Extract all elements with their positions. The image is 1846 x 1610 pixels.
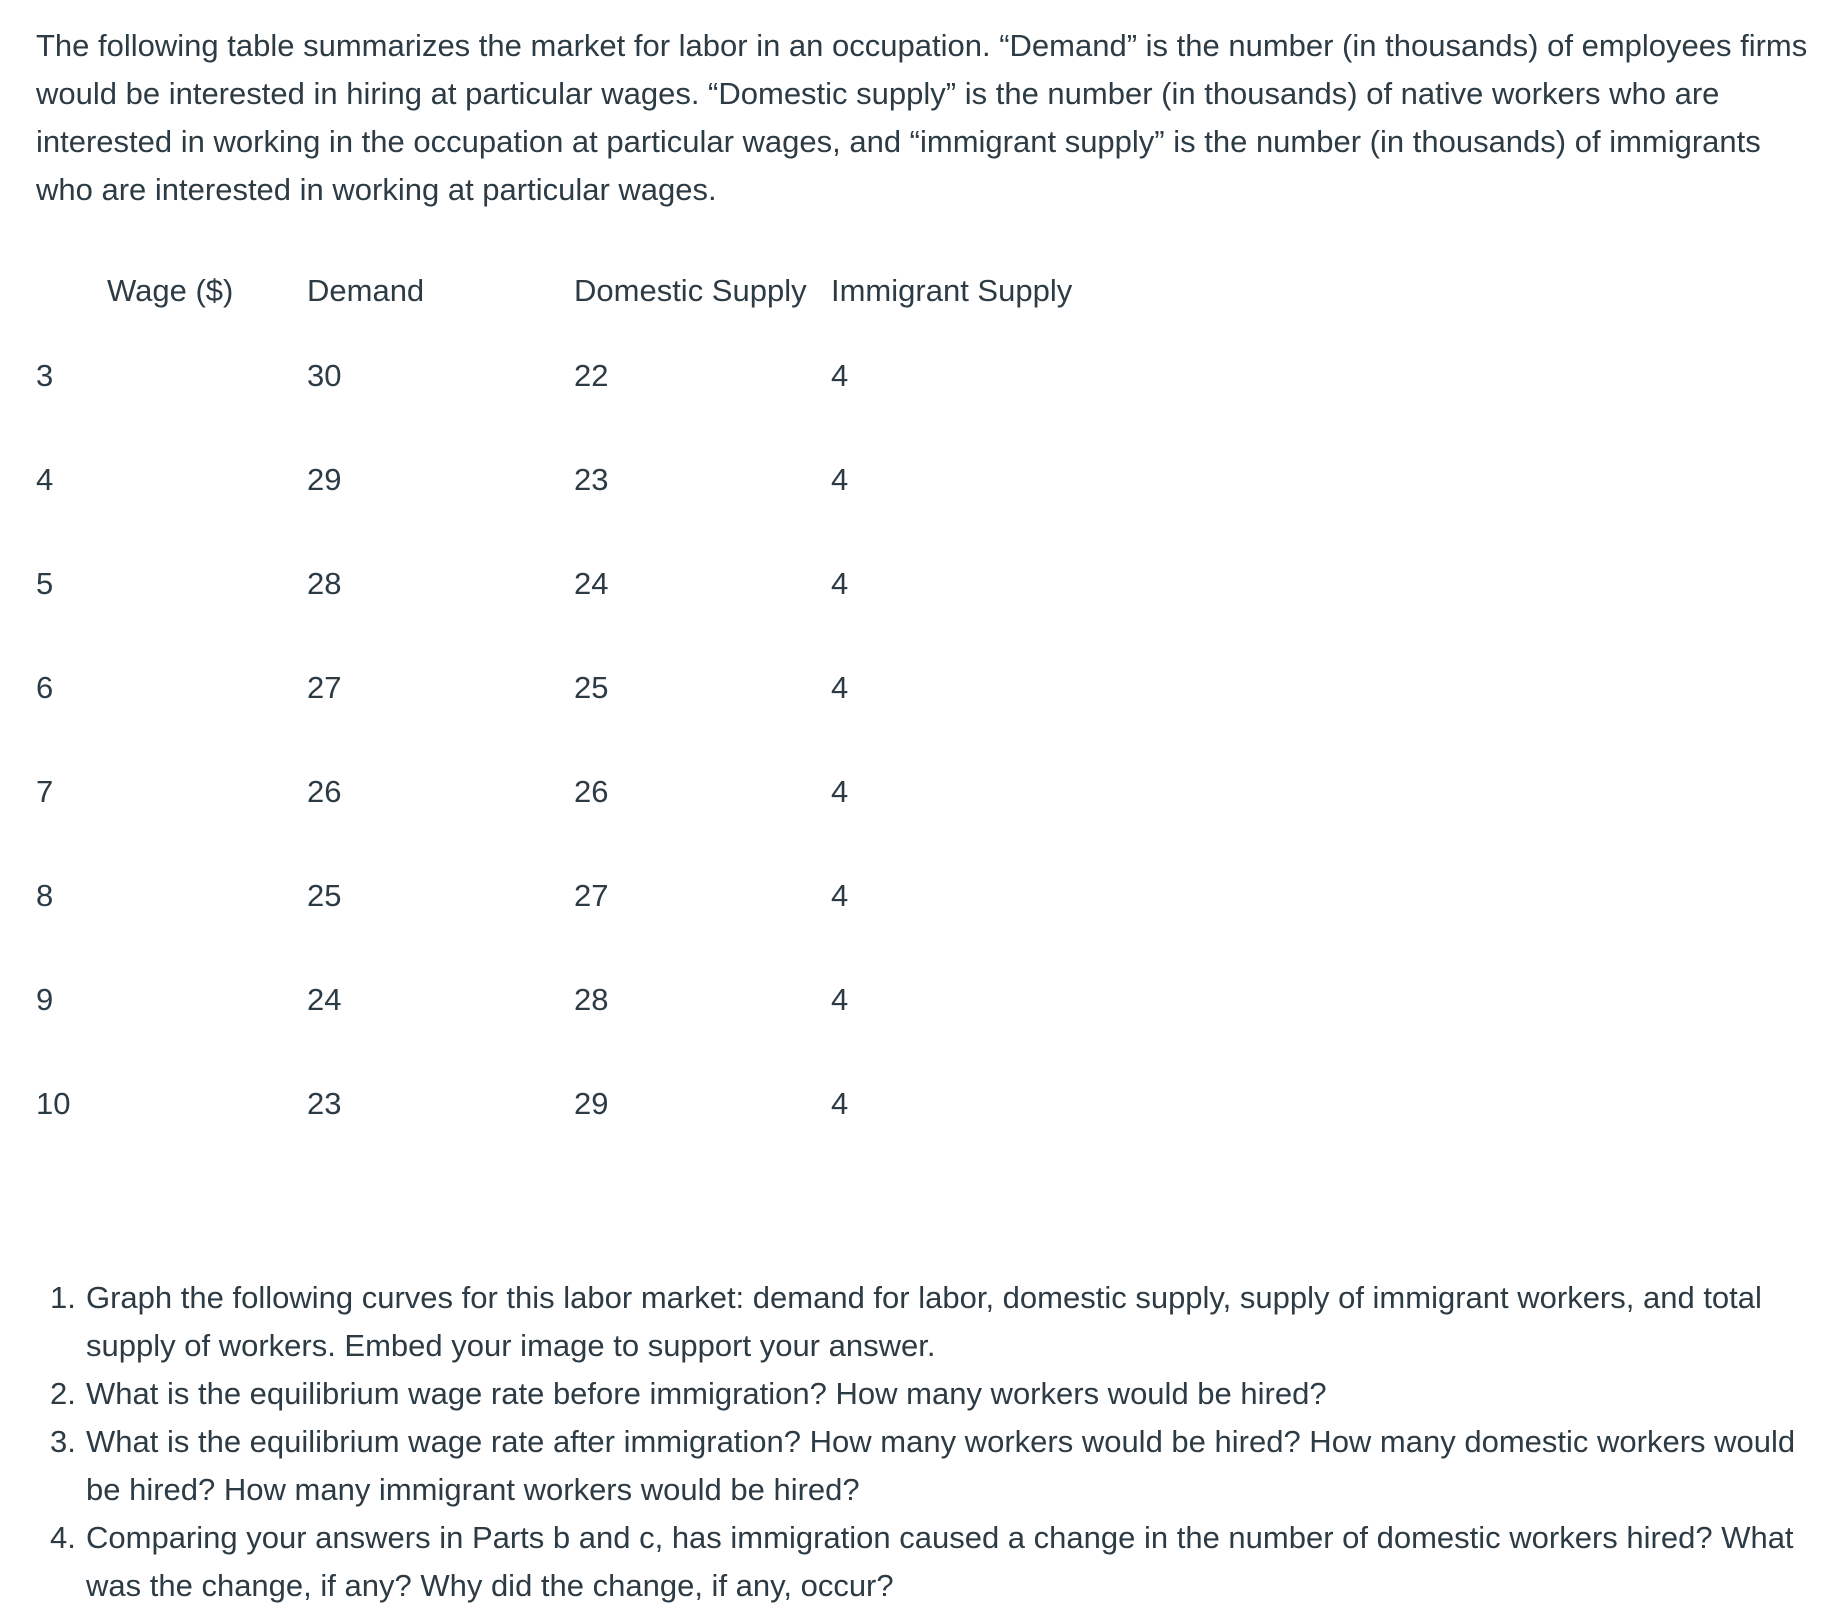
question-text: Comparing your answers in Parts b and c, has immigration caused a change in the number of domestic workers hired? What was the change, if any? Why did the change, if any, occur? [86, 1520, 1794, 1603]
labor-market-table [36, 258, 1131, 1156]
table-row [36, 1052, 1131, 1156]
cell-demand: 29 [307, 462, 342, 497]
cell-domestic-supply: 26 [574, 774, 609, 809]
cell-wage: 7 [36, 774, 54, 809]
cell-domestic-supply: 27 [574, 878, 609, 913]
cell-wage: 3 [36, 358, 54, 393]
question-number: 1. [50, 1280, 76, 1315]
cell-immigrant-supply: 4 [831, 982, 849, 1017]
question-number: 3. [50, 1424, 76, 1459]
cell-demand: 30 [307, 358, 342, 393]
cell-demand: 26 [307, 774, 342, 809]
cell-immigrant-supply: 4 [831, 878, 849, 913]
table-row [36, 324, 1131, 428]
table-row [36, 532, 1131, 636]
cell-wage: 8 [36, 878, 54, 913]
table-row [36, 428, 1131, 532]
cell-demand: 27 [307, 670, 342, 705]
table-row [36, 844, 1131, 948]
header-domestic-supply: Domestic Supply [574, 273, 807, 308]
cell-domestic-supply: 25 [574, 670, 609, 705]
header-demand: Demand [307, 273, 425, 308]
cell-domestic-supply: 29 [574, 1086, 609, 1121]
question-number: 2. [50, 1376, 76, 1411]
cell-demand: 23 [307, 1086, 342, 1121]
intro-paragraph: The following table summarizes the market for labor in an occupation. “Demand” is the number (in thousands) of employees firms would be interested in hiring at particular wages. “Domestic supply” is the number (in thousands) of native workers who are interested in working in the occupation at particular wages, and “immigrant supply” is the number (in thousands) of immigrants who are interested in working at particular wages. [36, 28, 1808, 207]
cell-immigrant-supply: 4 [831, 566, 849, 601]
header-immigrant-supply: Immigrant Supply [831, 273, 1073, 308]
cell-immigrant-supply: 4 [831, 358, 849, 393]
question-list [50, 1274, 1830, 1610]
cell-wage: 5 [36, 566, 54, 601]
question-number: 4. [50, 1520, 76, 1555]
header-wage: Wage ($) [107, 273, 234, 308]
cell-domestic-supply: 22 [574, 358, 609, 393]
cell-domestic-supply: 24 [574, 566, 609, 601]
cell-domestic-supply: 28 [574, 982, 609, 1017]
question-text: Graph the following curves for this labor market: demand for labor, domestic supply, supply of immigrant workers, and total supply of workers. Embed your image to support your answer. [86, 1280, 1762, 1363]
cell-demand: 28 [307, 566, 342, 601]
table-header-row [36, 258, 1131, 324]
cell-immigrant-supply: 4 [831, 1086, 849, 1121]
question-text: What is the equilibrium wage rate before immigration? How many workers would be hired? [86, 1376, 1327, 1411]
cell-wage: 6 [36, 670, 54, 705]
table-row [36, 740, 1131, 844]
cell-immigrant-supply: 4 [831, 462, 849, 497]
table-row [36, 948, 1131, 1052]
question-text: What is the equilibrium wage rate after immigration? How many workers would be hired? How many domestic workers would be hired? How many immigrant workers would be hired? [86, 1424, 1796, 1507]
question-item [50, 1418, 1830, 1514]
table-row [36, 636, 1131, 740]
cell-immigrant-supply: 4 [831, 774, 849, 809]
question-item [50, 1370, 1830, 1418]
cell-wage: 10 [36, 1086, 71, 1121]
cell-demand: 24 [307, 982, 342, 1017]
cell-wage: 4 [36, 462, 54, 497]
question-item [50, 1274, 1830, 1370]
cell-demand: 25 [307, 878, 342, 913]
cell-immigrant-supply: 4 [831, 670, 849, 705]
cell-domestic-supply: 23 [574, 462, 609, 497]
cell-wage: 9 [36, 982, 54, 1017]
